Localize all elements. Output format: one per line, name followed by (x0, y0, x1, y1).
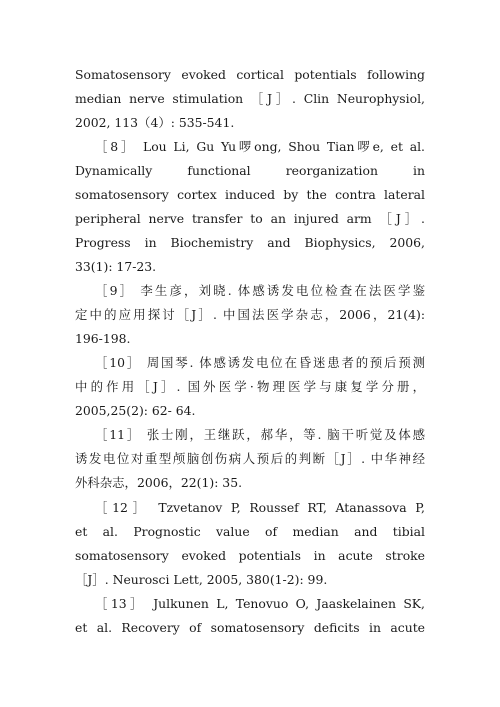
text-line: somatosensory cortex induced by the contra lateral (75, 187, 425, 202)
reference-10: ［10］ 周国琴. 体感诱发电位在昏迷患者的预后预测 (95, 355, 425, 370)
text-line: 诱发电位对重型颅脑创伤病人预后的判断［J］. 中华神经 (75, 451, 425, 466)
text-line: 2002, 113（4）: 535-541. (75, 115, 235, 130)
text-line: Somatosensory evoked cortical potentials following (75, 67, 425, 82)
text-line: Dynamically functional reorganization in (75, 163, 425, 178)
text-line: ［J］. Neurosci Lett, 2005, 380(1-2): 99. (75, 572, 328, 587)
text-line: 2005,25(2): 62- 64. (75, 403, 196, 418)
text-line: 定中的应用探讨［J］. 中国法医学杂志，2006，21(4): (75, 307, 425, 322)
text-line: Progress in Biochemistry and Biophysics, 2006, (75, 235, 425, 250)
text-line: 中的作用［J］. 国外医学·物理医学与康复学分册， (75, 379, 425, 394)
reference-9: ［9］ 李生彦，刘晓. 体感诱发电位检查在法医学鉴 (95, 283, 425, 298)
text-line: somatosensory evoked potentials in acute stroke (75, 548, 425, 563)
text-line: median nerve stimulation ［J］. Clin Neurophysiol, (75, 91, 425, 106)
text-line: 196-198. (75, 331, 131, 346)
reference-13: ［13］ Julkunen L, Tenovuo O, Jaaskelainen SK, (95, 596, 425, 611)
reference-11: ［11］ 张士刚，王继跃，郝华，等. 脑干听觉及体感 (95, 427, 425, 442)
text-line: 外科杂志，2006，22(1): 35. (75, 475, 243, 490)
text-line: et al. Recovery of somatosensory deficits in acute (75, 620, 425, 635)
reference-8: ［8］ Lou Li, Gu Yu啰ong, Shou Tian啰e, et al. (95, 139, 425, 154)
text-line: 33(1): 17-23. (75, 259, 157, 274)
reference-12: ［12］ Tzvetanov P, Roussef RT, Atanassova P, (95, 500, 425, 515)
text-line: et al. Prognostic value of median and tibial (75, 524, 425, 539)
text-line: peripheral nerve transfer to an injured arm ［J］. (75, 211, 425, 226)
